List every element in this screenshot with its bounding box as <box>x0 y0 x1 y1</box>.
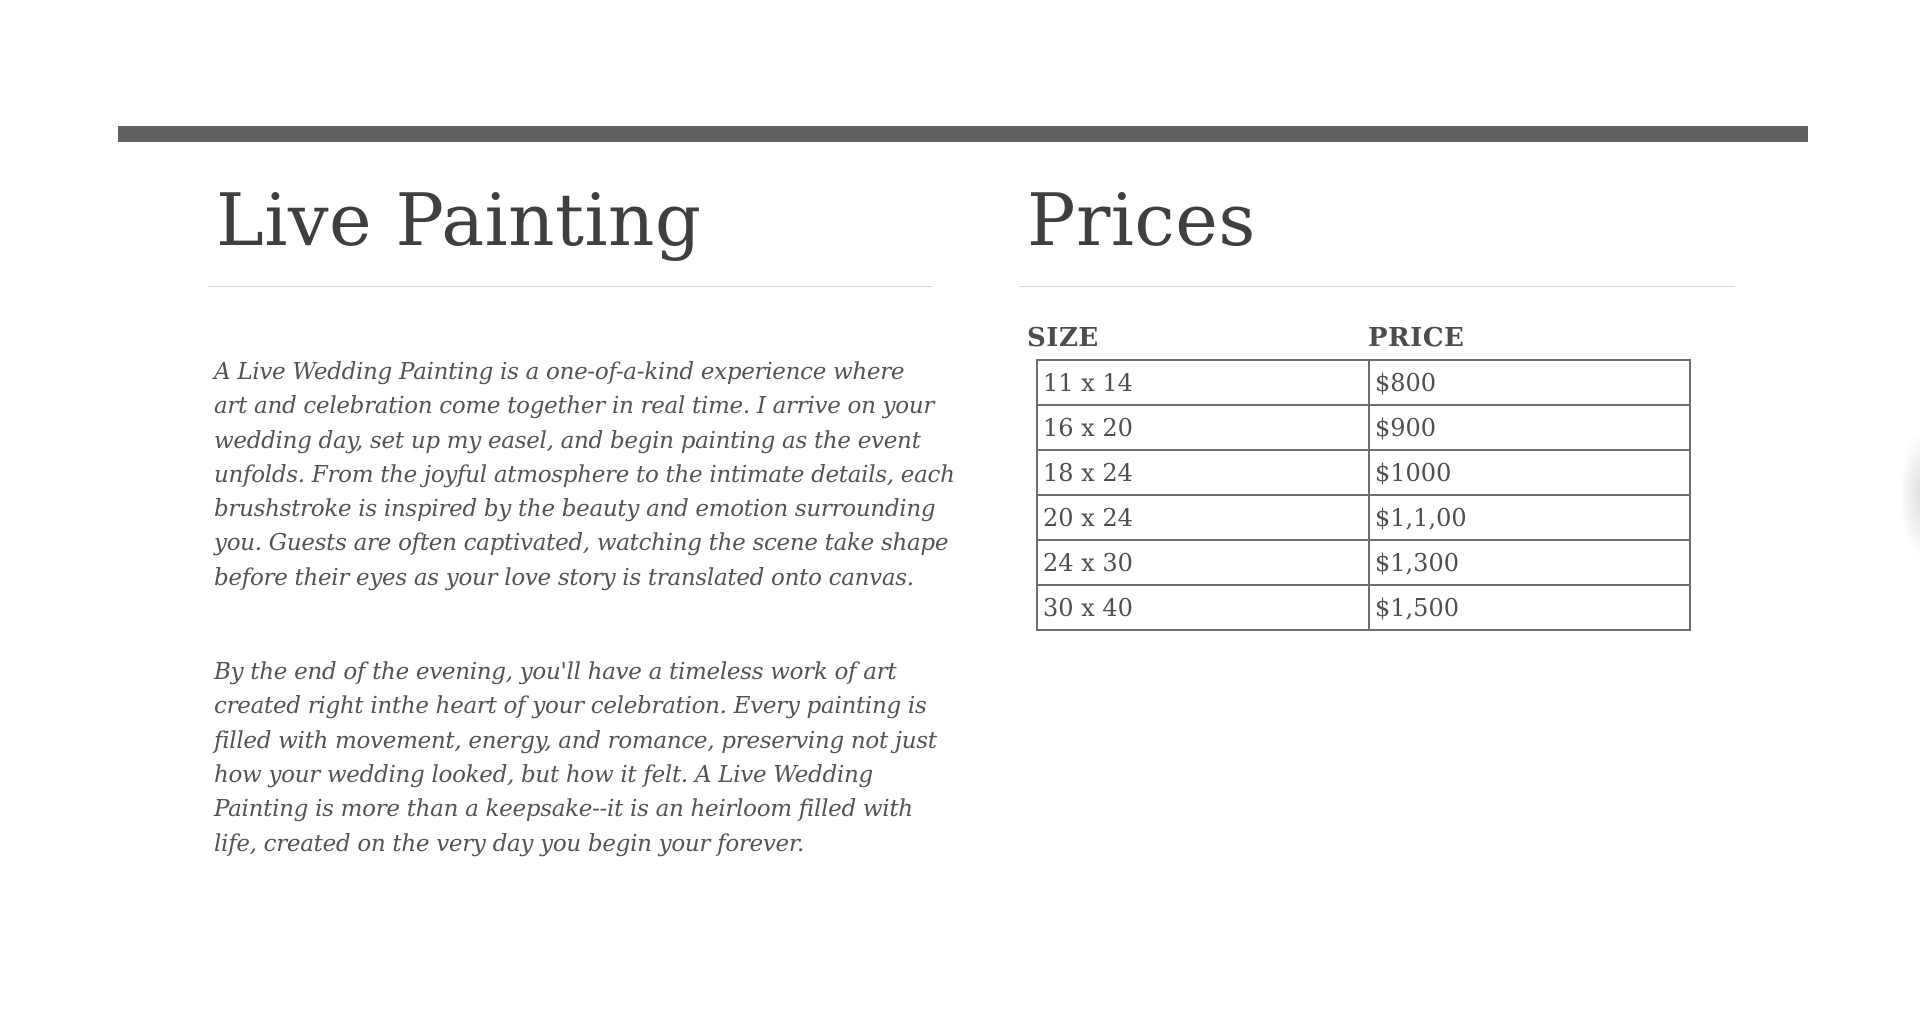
size-cell: 20 x 24 <box>1037 495 1369 540</box>
paragraph-line: By the end of the evening, you'll have a timeless work of art <box>214 659 897 686</box>
table-row <box>1037 585 1690 630</box>
table-row <box>1037 405 1690 450</box>
top-accent-bar <box>118 126 1808 142</box>
price-column-header: PRICE <box>1368 323 1465 353</box>
paragraph-line: Painting is more than a keepsake--it is an heirloom filled with <box>214 796 913 823</box>
paragraph-line: unfolds. From the joyful atmosphere to the intimate details, each <box>214 461 955 488</box>
price-table-header <box>1019 323 1735 359</box>
paragraph-line: filled with movement, energy, and romance, preserving not just <box>214 727 937 754</box>
price-table <box>1036 359 1691 631</box>
size-cell: 16 x 20 <box>1037 405 1369 450</box>
price-cell: $1,1,00 <box>1369 495 1690 540</box>
size-cell: 24 x 30 <box>1037 540 1369 585</box>
price-cell: $1,500 <box>1369 585 1690 630</box>
live-painting-section <box>208 176 955 861</box>
paragraph-line: how your wedding looked, but how it felt. A Live Wedding <box>214 761 873 788</box>
paragraph-line: you. Guests are often captivated, watching the scene take shape <box>214 530 949 557</box>
price-cell: $1,300 <box>1369 540 1690 585</box>
price-cell: $800 <box>1369 360 1690 405</box>
paragraph-line: created right inthe heart of your celebration. Every painting is <box>214 693 927 720</box>
size-cell: 18 x 24 <box>1037 450 1369 495</box>
paragraph-line: before their eyes as your love story is translated onto canvas. <box>214 564 914 591</box>
price-cell: $1000 <box>1369 450 1690 495</box>
table-row <box>1037 495 1690 540</box>
paragraph-line: A Live Wedding Painting is a one-of-a-kind experience where <box>214 359 905 385</box>
paragraph-line: life, created on the very day you begin your forever. <box>214 830 805 857</box>
paragraph-line: art and celebration come together in real time. I arrive on your <box>214 393 935 420</box>
table-row <box>1037 540 1690 585</box>
size-cell: 30 x 40 <box>1037 585 1369 630</box>
table-row <box>1037 360 1690 405</box>
edge-shadow-decoration <box>1900 430 1920 560</box>
prices-section <box>1019 176 1735 631</box>
size-cell: 11 x 14 <box>1037 360 1369 405</box>
price-cell: $900 <box>1369 405 1690 450</box>
title-divider-right <box>1019 286 1735 287</box>
size-column-header: SIZE <box>1027 323 1099 353</box>
paragraph-line: wedding day, set up my easel, and begin painting as the event <box>214 427 921 454</box>
description-paragraph-1 <box>208 355 955 595</box>
live-painting-title: Live Painting <box>216 178 702 262</box>
prices-title: Prices <box>1027 178 1256 262</box>
title-divider-left <box>208 286 932 287</box>
description-paragraph-2 <box>208 655 937 861</box>
table-row <box>1037 450 1690 495</box>
paragraph-line: brushstroke is inspired by the beauty and emotion surrounding <box>214 496 936 523</box>
